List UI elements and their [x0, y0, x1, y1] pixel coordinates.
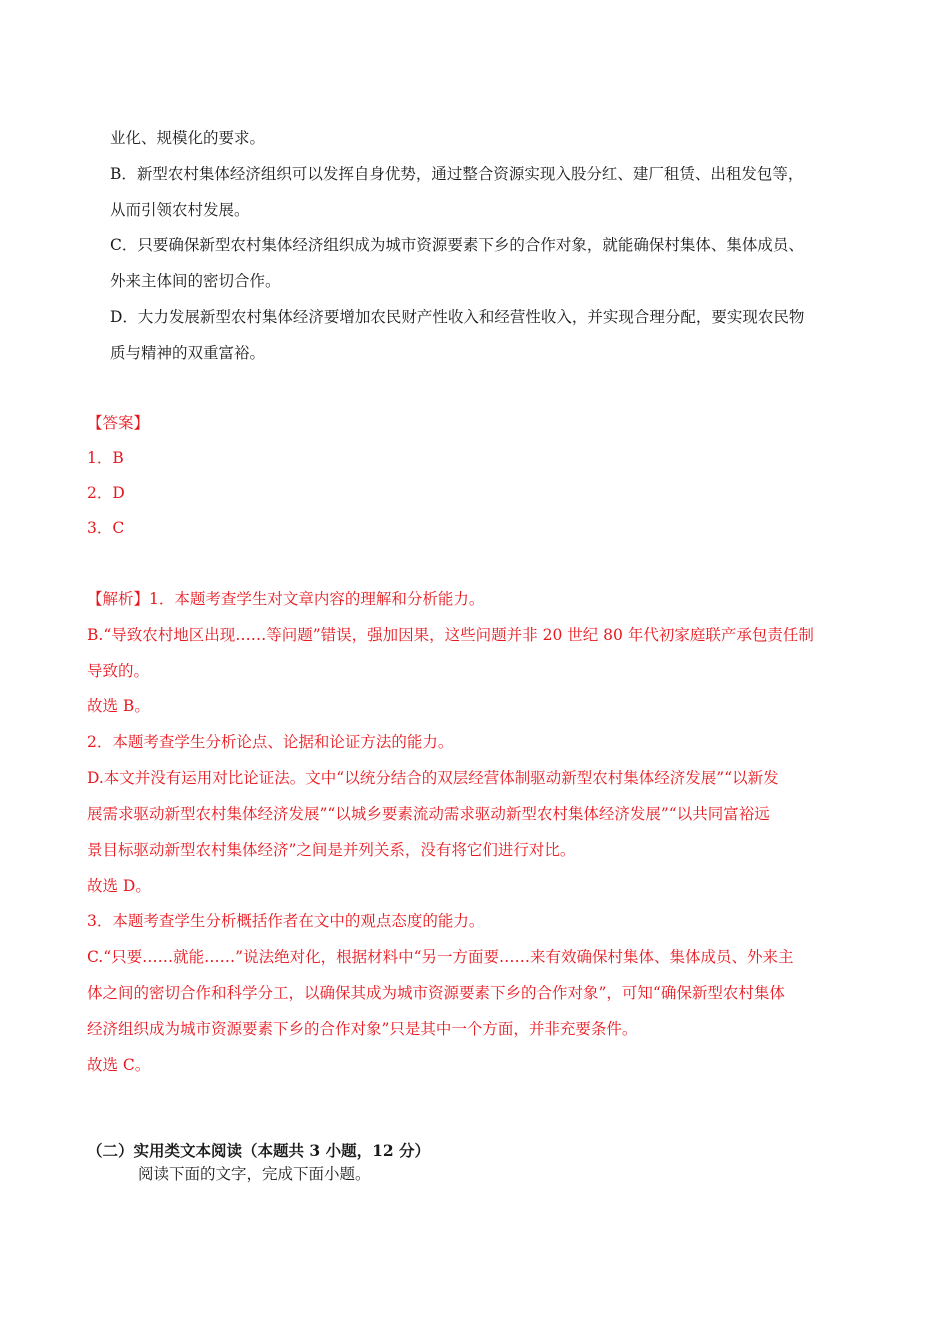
option-a-tail: 业化、规模化的要求。	[110, 129, 266, 147]
answer-item-1: 1．B	[87, 449, 124, 467]
analysis-line: 故选 D。	[87, 877, 151, 895]
option-c-line1: C．只要确保新型农村集体经济组织成为城市资源要素下乡的合作对象，就能确保村集体、集体成员、	[110, 236, 804, 254]
analysis-line: 展需求驱动新型农村集体经济发展”“以城乡要素流动需求驱动新型农村集体经济发展”“以共同富裕远	[87, 805, 770, 823]
option-d-line1: D．大力发展新型农村集体经济要增加农民财产性收入和经营性收入，并实现合理分配，要实现农民物	[110, 308, 805, 326]
answer-item-2: 2．D	[87, 484, 125, 502]
analysis-line: 故选 C。	[87, 1056, 151, 1074]
analysis-line: 经济组织成为城市资源要素下乡的合作对象”只是其中一个方面，并非充要条件。	[87, 1020, 638, 1038]
analysis-line: C.“只要……就能……”说法绝对化，根据材料中“另一方面要……来有效确保村集体、集体成员、外来主	[87, 948, 794, 966]
analysis-line: 景目标驱动新型农村集体经济”之间是并列关系，没有将它们进行对比。	[87, 841, 576, 859]
option-b-line1: B．新型农村集体经济组织可以发挥自身优势，通过整合资源实现入股分红、建厂租赁、出租发包等，	[110, 165, 804, 183]
analysis-line: B.“导致农村地区出现……等问题”错误，强加因果，这些问题并非 20 世纪 80 年代初家庭联产承包责任制	[87, 626, 814, 644]
analysis-line: 导致的。	[87, 662, 150, 680]
option-b-line2: 从而引领农村发展。	[110, 201, 250, 219]
analysis-line: 【解析】1．本题考查学生对文章内容的理解和分析能力。	[87, 590, 485, 608]
analysis-line: 3．本题考查学生分析概括作者在文中的观点态度的能力。	[87, 912, 485, 930]
option-d-line2: 质与精神的双重富裕。	[110, 344, 266, 362]
section-instruction: 阅读下面的文字，完成下面小题。	[138, 1165, 371, 1183]
answer-item-3: 3．C	[87, 519, 125, 537]
analysis-line: 故选 B。	[87, 697, 150, 715]
analysis-line: 2．本题考查学生分析论点、论据和论证方法的能力。	[87, 733, 454, 751]
analysis-line: 体之间的密切合作和科学分工，以确保其成为城市资源要素下乡的合作对象”，可知“确保新型农村集体	[87, 984, 785, 1002]
option-c-line2: 外来主体间的密切合作。	[110, 272, 281, 290]
section-title: （二）实用类文本阅读（本题共 3 小题，12 分）	[87, 1141, 431, 1160]
answer-heading: 【答案】	[87, 414, 150, 432]
analysis-line: D.本文并没有运用对比论证法。文中“以统分结合的双层经营体制驱动新型农村集体经济发展”“以新发	[87, 769, 779, 787]
